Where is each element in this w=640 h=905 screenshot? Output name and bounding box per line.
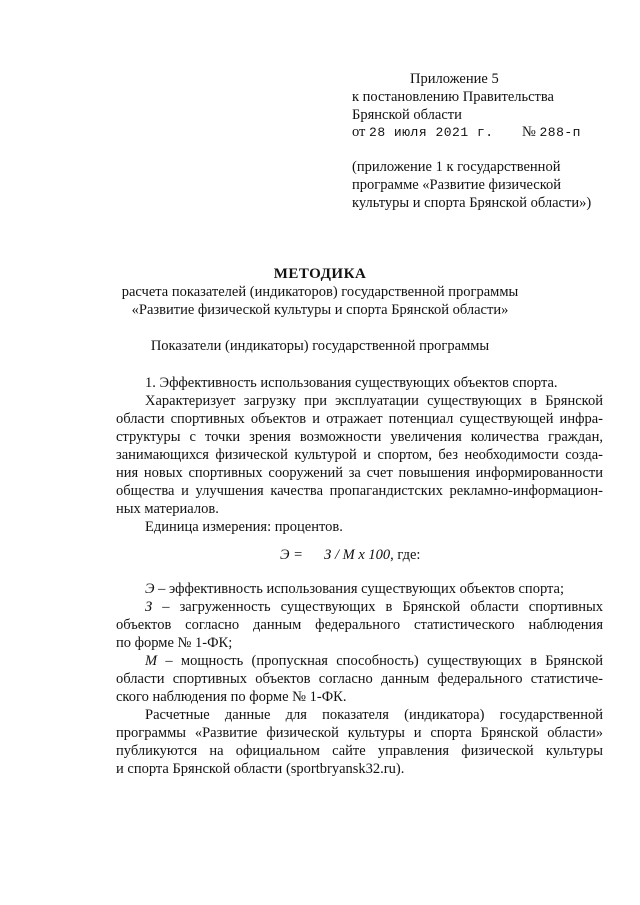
- formula-rhs: З / М х 100: [324, 547, 391, 563]
- attachment-date-line: [352, 123, 494, 142]
- definition-z-text: – загруженность существующих в Брянской области спортивных: [152, 599, 603, 615]
- paragraph-line: области спортивных объектов и отражает потенциал существующей инфра-: [116, 411, 603, 427]
- paragraph-line: Характеризует загрузку при эксплуатации существующих в Брянской: [145, 393, 603, 409]
- attachment-note-line-3: культуры и спорта Брянской области»): [352, 195, 592, 211]
- attachment-number-line: [522, 123, 581, 142]
- attachment-decree: к постановлению Правительства: [352, 89, 554, 105]
- date-value: 28 июля 2021 г.: [369, 125, 494, 140]
- definition-m-text: – мощность (пропускная способность) существующих в Брянской: [157, 653, 603, 669]
- document-subtitle-2: «Развитие физической культуры и спорта Брянской области»: [131, 302, 509, 318]
- formula: [280, 546, 420, 564]
- date-prefix: от: [352, 124, 366, 140]
- formula-lhs: Э =: [280, 547, 303, 563]
- paragraph-line: Расчетные данные для показателя (индикатора) государственной: [145, 707, 603, 723]
- paragraph-line: ных материалов.: [116, 501, 219, 517]
- definition-z-line: по форме № 1-ФК;: [116, 635, 233, 651]
- section-heading: Показатели (индикаторы) государственной программы: [150, 338, 490, 354]
- paragraph-line: публикуются на официальном сайте управления физической культуры: [116, 743, 603, 759]
- document-title: МЕТОДИКА: [273, 266, 367, 282]
- symbol-e: Э: [145, 581, 155, 597]
- symbol-z: З: [145, 599, 153, 615]
- definition-z-line: объектов согласно данным федерального статистического наблюдения: [116, 617, 603, 633]
- attachment-region: Брянской области: [352, 107, 462, 123]
- symbol-m: М: [145, 653, 158, 669]
- document-subtitle-1: расчета показателей (индикаторов) государственной программы: [121, 284, 519, 300]
- paragraph-line: ния новых спортивных сооружений за счет повышения информированности: [116, 465, 603, 481]
- definition-e-text: – эффективность использования существующих объектов спорта;: [154, 581, 564, 597]
- attachment-number: Приложение 5: [410, 71, 499, 87]
- paragraph-line: структуры с точки зрения возможности увеличения количества граждан,: [116, 429, 603, 445]
- paragraph-line: программы «Развитие физической культуры и спорта Брянской области»: [116, 725, 603, 741]
- attachment-note-line-2: программе «Развитие физической: [352, 177, 562, 193]
- number-value: 288-п: [539, 125, 581, 140]
- definition-m-line: ского наблюдения по форме № 1-ФК.: [116, 689, 347, 705]
- definition-z: [145, 598, 603, 616]
- paragraph-line: занимающихся физической культурой и спортом, без необходимости созда-: [116, 447, 603, 463]
- formula-tail: , где:: [390, 547, 421, 563]
- number-prefix: №: [522, 124, 536, 140]
- definition-m: [145, 652, 603, 670]
- definition-e: [145, 580, 564, 598]
- item-heading: 1. Эффективность использования существующих объектов спорта.: [145, 375, 558, 391]
- paragraph-line: общества и улучшения качества пропагандистских рекламно-информацион-: [116, 483, 603, 499]
- definition-m-line: области спортивных объектов согласно данным федерального статистиче-: [116, 671, 603, 687]
- attachment-note-line-1: (приложение 1 к государственной: [352, 159, 561, 175]
- unit-of-measure: Единица измерения: процентов.: [145, 519, 343, 535]
- paragraph-line: и спорта Брянской области (sportbryansk32.ru).: [116, 761, 405, 777]
